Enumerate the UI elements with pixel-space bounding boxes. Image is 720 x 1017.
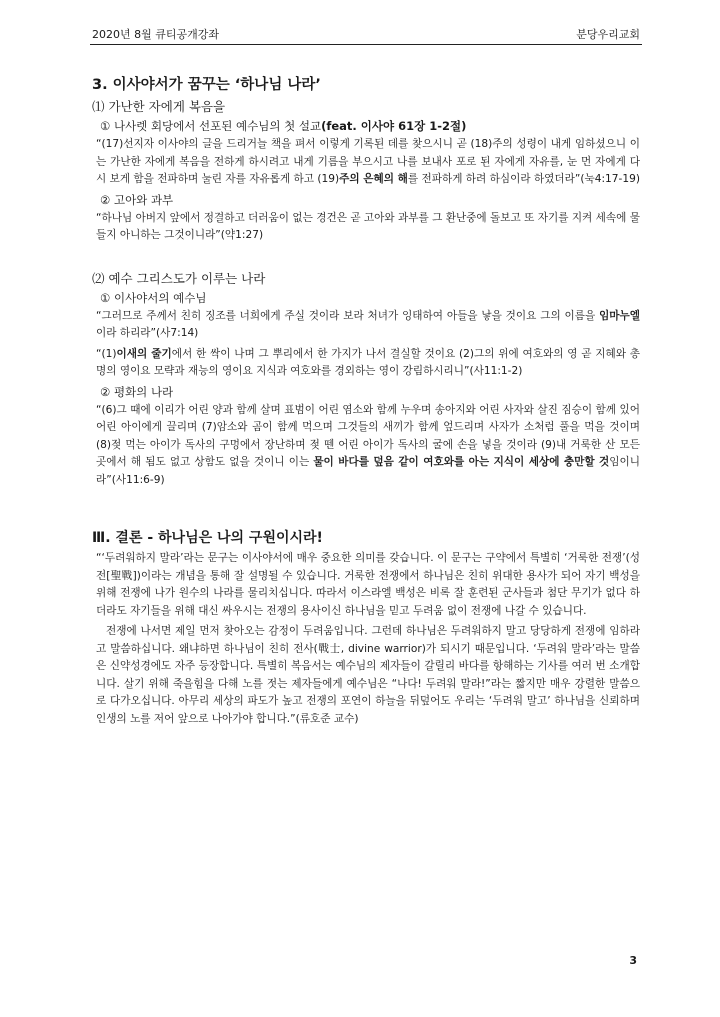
quote-text: “(1) [96,347,117,360]
conclusion-paragraph-2: 전쟁에 나서면 제일 먼저 찾아오는 감정이 두려움입니다. 그런데 하나님은 두려워하지 말고 당당하게 전쟁에 임하라고 말씀하십니다. 왜냐하면 하나님이 친히 전사(戰士, divine warrior)가 되시기 때문입니다. ‘두려워 말라’라는 말씀은 신약성경에도 자주 등장합니다. 특별히 복음서는 예수님의 제자들이 갈릴리 바다를 항해하는 기사를 여러 번 소개합니다. 살기 위해 죽을힘을 다해 노를 젓는 제자들에게 예수님은 “나다! 두려워 말라!”라는 짧지만 매우 강렬한 말씀으로 다가오십니다. 아무리 세상의 파도가 높고 전쟁의 포연이 하늘을 뒤덮어도 우리는 ‘두려워 말고’ 하나님을 신뢰하며 인생의 노를 저어 앞으로 나아가야 합니다.”(류호준 교수) [96,625,640,725]
isaiah-11-6-quote [92,402,640,490]
item-label-text: ① 나사렛 회당에서 선포된 예수님의 첫 설교 [100,119,322,133]
item-peace-kingdom-label: ② 평화의 나라 [100,384,174,399]
item-jesus-in-isaiah-label: ① 이사야서의 예수님 [100,290,207,305]
quote-text-end: 를 전파하게 하려 하심이라 하였더라”(눅4:17-19) [407,173,640,185]
quote-text: “(6)그 때에 이리가 어린 양과 함께 살며 표범이 어린 염소와 함께 누우며 송아지와 어린 사자와 살진 짐승이 함께 있어 어린 아이에게 끌리며 (7)암소와 곰이 함께 먹으며 그것들의 새끼가 함께 엎드리며 사자가 소처럼 풀을 먹을 것이며 (8)젖 먹는 아이가 독사의 구멍에서 장난하며 젖 뗀 어린 아이가 독사의 굴에 손을 넣을 것이라 (9)내 거룩한 산 모든 곳에서 해 됨도 없고 상함도 없을 것이니 이는 [96,403,640,468]
page-header [92,26,640,46]
isaiah-7-quote [92,308,640,343]
quote-text: “그러므로 주께서 친히 징조를 너희에게 주실 것이라 보라 처녀가 잉태하여 아들을 낳을 것이요 그의 이름을 [96,309,600,322]
header-divider [90,44,642,45]
luke-4-quote [92,136,640,189]
quote-text-end: 에서 한 싹이 나며 그 뿌리에서 한 가지가 나서 결실할 것이요 (2)그의 위에 여호와의 영 곧 지혜와 총명의 영이요 모략과 재능의 영이요 지식과 여호와를 경외하는 영이 강림하시리니”(사11:1-2) [96,347,641,377]
quote-bold: 이새의 줄기 [116,347,172,360]
isaiah-11-1-quote [92,346,640,381]
header-course-title: 2020년 8월 큐티공개강좌 [92,28,219,41]
subsection-2-heading: ⑵ 예수 그리스도가 이루는 나라 [92,270,266,286]
header-church-name: 분당우리교회 [576,28,640,41]
page-number: 3 [629,954,637,967]
conclusion-paragraph-1: “‘두려워하지 말라’라는 문구는 이사야서에 매우 중요한 의미를 갖습니다. 이 문구는 구약에서 특별히 ‘거룩한 전쟁’(성전[聖戰])이라는 개념을 통해 잘 설명될 수 있습니다. 거룩한 전쟁에서 하나님은 친히 위대한 용사가 되어 자기 백성을 위해 전쟁에 나가 원수의 나라를 물리치십니다. 따라서 이스라엘 백성은 비록 잘 훈련된 군사들과 첨단 무기가 없다 하더라도 자기들을 위해 대신 싸우시는 전쟁의 용사이신 하나님을 믿고 두려움 없이 전쟁에 나갈 수 있습니다. [96,552,640,617]
quote-text-end: 임이니라”(사11:6-9) [96,456,640,486]
conclusion-heading: Ⅲ. 결론 - 하나님은 나의 구원이시라! [92,530,323,546]
document-body [92,60,640,731]
item-orphans-widows-label: ② 고아와 과부 [100,192,174,207]
james-1-quote: “하나님 아버지 앞에서 정결하고 더러움이 없는 경건은 곧 고아와 과부를 그 환난중에 돌보고 또 자기를 지켜 세속에 물들지 아니하는 그것이니라”(약1:27) [96,211,640,241]
item-nazareth-sermon-label [92,118,640,135]
subsection-1-heading: ⑴ 가난한 자에게 복음을 [92,99,226,114]
quote-bold: 주의 은혜의 해 [339,173,408,185]
quote-bold: 물이 바다를 덮음 같이 여호와를 아는 지식이 세상에 충만할 것 [313,456,610,468]
quote-text-end: 이라 하리라”(사7:14) [96,327,199,339]
section-3-heading: 3. 이사야서가 꿈꾸는 ‘하나님 나라’ [92,77,321,93]
quote-bold: 임마누엘 [599,309,640,322]
item-label-bold: (feat. 이사야 61장 1-2절) [321,119,467,133]
quote-text: “(17)선지자 이사야의 글을 드리거늘 책을 펴서 이렇게 기록된 데를 찾으시니 곧 (18)주의 성령이 내게 임하셨으니 이는 가난한 자에게 복음을 전하게 하시려고 내게 기름을 부으시고 나를 보내사 포로 된 자에게 자유를, 눈 먼 자에게 다시 보게 함을 전파하며 눌린 자를 자유롭게 하고 (19) [96,138,640,185]
